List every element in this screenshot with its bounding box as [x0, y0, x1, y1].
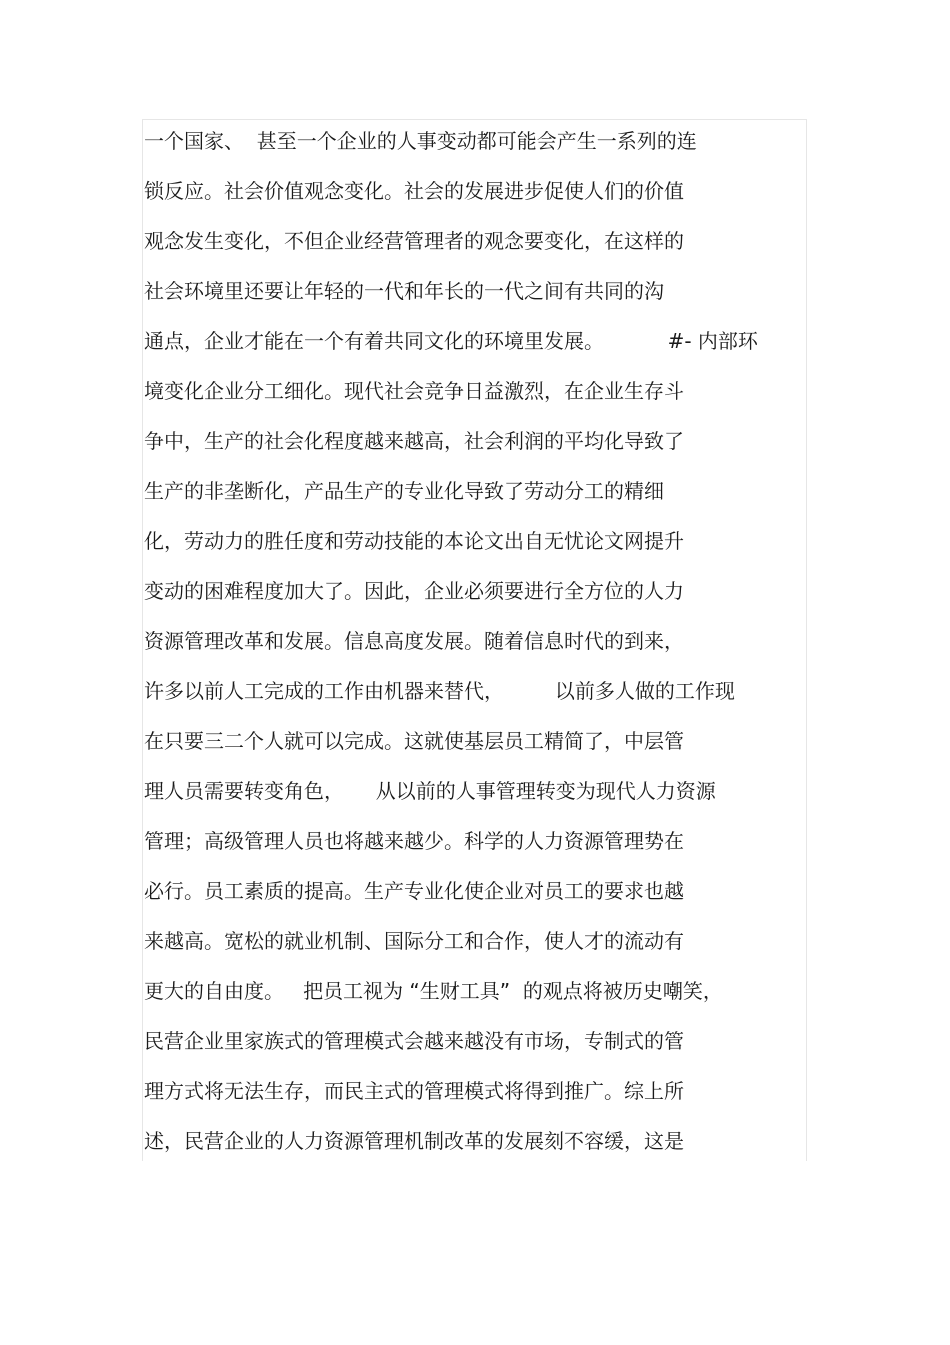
text-line: 社会环境里还要让年轻的一代和年长的一代之间有共同的沟 [144, 279, 664, 303]
text-line: 变动的困难程度加大了。因此，企业必须要进行全方位的人力 [144, 579, 684, 603]
text-line: 资源管理改革和发展。信息高度发展。随着信息时代的到来， [144, 629, 684, 653]
page-frame-top-border [142, 119, 807, 120]
text-line: 境变化企业分工细化。现代社会竞争日益激烈，在企业生存斗 [144, 379, 684, 403]
text-line: 一个国家、 甚至一个企业的人事变动都可能会产生一系列的连 [144, 129, 697, 153]
text-line: 化，劳动力的胜任度和劳动技能的本论文出自无忧论文网提升 [144, 529, 684, 553]
text-line: 更大的自由度。 把员工视为 “生财工具” 的观点将被历史嘲笑， [144, 979, 723, 1003]
text-line: 理方式将无法生存，而民主式的管理模式将得到推广。综上所 [144, 1079, 684, 1103]
page-frame-left-border [142, 119, 143, 1161]
body-text [144, 124, 804, 1174]
text-line: 述，民营企业的人力资源管理机制改革的发展刻不容缓，这是 [144, 1129, 684, 1153]
text-line: 锁反应。社会价值观念变化。社会的发展进步促使人们的价值 [144, 179, 684, 203]
page-frame-right-border [806, 119, 807, 1161]
text-line: 民营企业里家族式的管理模式会越来越没有市场，专制式的管 [144, 1029, 684, 1053]
text-line: 管理；高级管理人员也将越来越少。科学的人力资源管理势在 [144, 829, 684, 853]
text-line: 争中，生产的社会化程度越来越高，社会利润的平均化导致了 [144, 429, 684, 453]
text-line: 通点，企业才能在一个有着共同文化的环境里发展。 #- 内部环 [144, 329, 758, 353]
text-line: 理人员需要转变角色， 从以前的人事管理转变为现代人力资源 [144, 779, 716, 803]
text-line: 观念发生变化，不但企业经营管理者的观念要变化，在这样的 [144, 229, 684, 253]
text-line: 来越高。宽松的就业机制、国际分工和合作，使人才的流动有 [144, 929, 684, 953]
text-line: 在只要三二个人就可以完成。这就使基层员工精简了，中层管 [144, 729, 684, 753]
text-line: 必行。员工素质的提高。生产专业化使企业对员工的要求也越 [144, 879, 684, 903]
text-line: 生产的非垄断化，产品生产的专业化导致了劳动分工的精细 [144, 479, 664, 503]
text-line: 许多以前人工完成的工作由机器来替代， 以前多人做的工作现 [144, 679, 735, 703]
